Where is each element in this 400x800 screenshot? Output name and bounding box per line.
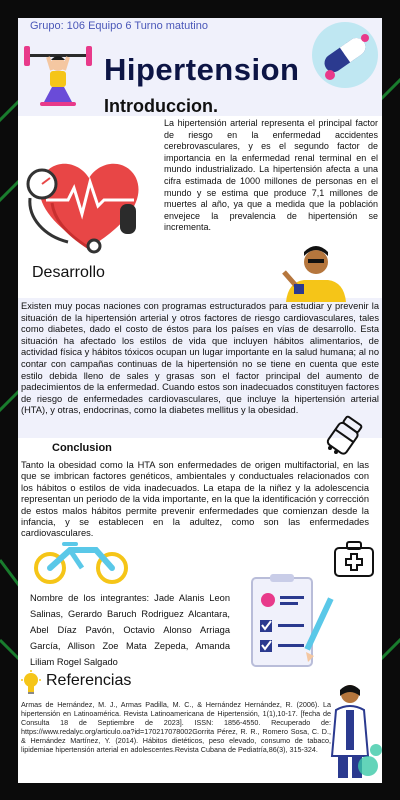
medicine-bottle-icon (324, 414, 366, 456)
integrantes-text: Nombre de los integrantes: Jade Alanis Leon Salinas, Gerardo Baruch Rodriguez Alcantara, Abel Díaz Pavón, Octavio Alonso Arriaga García, Allison Zoe Mata Zepeda, Amanda Liliam Rogel Salgado (30, 593, 230, 667)
bicycle-icon (32, 538, 132, 584)
lightbulb-icon (20, 670, 42, 696)
intro-text: La hipertensión arterial representa el principal factor de riesgo en la enfermedad accidentes cerebrovasculares, y es el segundo factor de importancia en la enfermedad renal terminal en el mundo industrializado. La hipertensión afecta a una cifra estimada de 1000 millones de personas en el mundo y se estima que produce 7,1 millones de muertes al año, ya que a medida que la población envejece la prevalencia de hipertensión se incrementa. (164, 118, 378, 233)
pills-icon (310, 20, 380, 90)
first-aid-kit-icon (332, 538, 376, 580)
person-icon (276, 240, 356, 302)
weightlifter-icon (22, 40, 94, 110)
referencias-heading: Referencias (46, 672, 132, 689)
conclusion-heading: Conclusion (52, 442, 112, 454)
desarrollo-text: Existen muy pocas naciones con programas estructurados para estudiar y prevenir la situación de la hipertensión arterial y otros factores de riesgo cardiovasculares, tales como diabetes, dado el costo de éstos para los países en vías de desarrollo. Esta situación ha afectado los estilos de vida que incluyen hábitos alimentarios, de actividad física y hábitos tóxicos ocupan un lugar importante en la salud humana; al no contar con campañas continuas de la hipertensión no se tiene en cuenta que este estilo debida lleno de sales y grasas son el factor principal del aumento de padecimientos de la enfermedad. Cuando estos son inadecuados constituyen factores de riesgo de enfermedades cardiovasculares, que incluye la hipertensión arterial (HTA), y otras, endocrinas, como la diabetes mellitus y la obesidad. (21, 301, 379, 416)
referencias-text: Armas de Hernández, M. J., Armas Padilla, M. C., & Hernández Hernández, R. (2006). La hipertensión en Latinoamérica. Revista Latinoamericana de Hipertensión, 1(1),10-17. [fecha de Consulta 18 de Septiembre de 2023]. ISSN: 1856-4550. Recuperado de: https://www.redalyc.org/articulo.oa?id=170217078002Gorrita Pérez, R. R., Romero Sosa, C. D., & Hernández Martínez, Y. (2014). Hábitos dietéticos, peso elevado, consumo de tabaco, lipidemiae hipertensión arterial en adolescentes.Revista Cubana de Pediatría,86(3), 315-324. (21, 700, 331, 755)
checklist-icon (244, 574, 338, 670)
poster (18, 18, 382, 783)
group-line: Grupo: 106 Equipo 6 Turno matutino (30, 20, 208, 32)
intro-heading: Introduccion. (104, 96, 218, 116)
conclusion-text: Tanto la obesidad como la HTA son enfermedades de origen multifactorial, en las que se imbrican factores genéticos, ambientales y conductuales relacionados con los hábitos o estilos de vida inadecuados. La etapa de la niñez y la adolescencia representan un periodo de la vida importante, en la que la identificación y corrección de estos malos hábitos permite prevenir enfermedades que comienzan desde la infancia, y se establecen en la adultez, como son las enfermedades cardiovasculares. (21, 460, 369, 539)
heart-pressure-icon (24, 148, 154, 258)
page-title: Hipertension (104, 52, 300, 87)
desarrollo-heading: Desarrollo (32, 264, 105, 281)
doctor-icon (320, 680, 382, 783)
